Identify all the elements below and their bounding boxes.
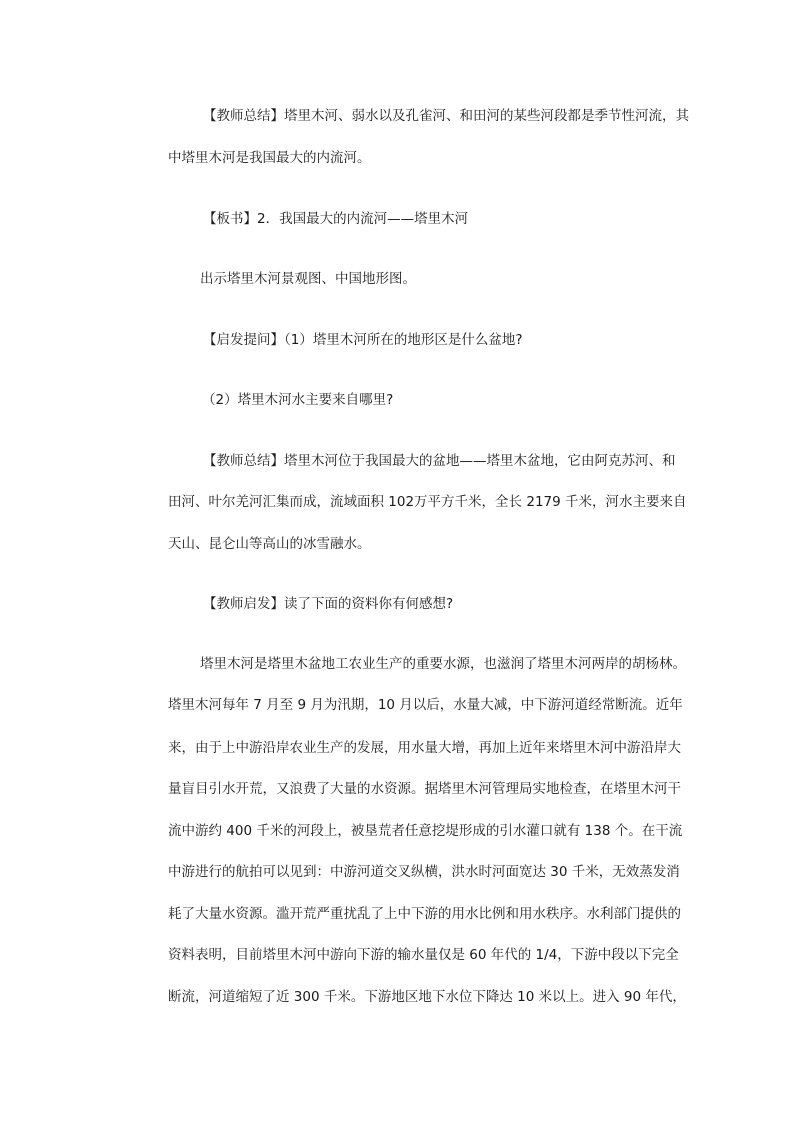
reading-material-line-8: 资料表明，目前塔里木河中游向下游的输水量仅是 60 年代的 1/4，下游中段以下完全 xyxy=(168,947,679,963)
paragraph-teacher-summary-line-2: 中塔里木河是我国最大的内流河。 xyxy=(168,150,371,166)
teacher-summary-2-line-3: 天山、昆仑山等高山的冰雪融水。 xyxy=(168,536,371,552)
reading-material-line-5: 流中游约 400 千米的河段上，被垦荒者任意挖堤形成的引水灌口就有 138 个。在干流 xyxy=(168,823,683,839)
inspiring-question-1: 【启发提问】（1）塔里木河所在的地形区是什么盆地? xyxy=(203,332,523,348)
teacher-prompt-heading: 【教师启发】读了下面的资料你有何感想? xyxy=(203,596,454,612)
reading-material-line-4: 量盲目引水开荒，又浪费了大量的水资源。据塔里木河管理局实地检查，在塔里木河干 xyxy=(168,781,681,797)
teacher-summary-2-line-2: 田河、叶尔羌河汇集而成，流域面积 102万平方千米，全长 2179 千米，河水主要来自 xyxy=(168,494,687,510)
reading-material-line-7: 耗了大量水资源。滥开荒严重扰乱了上中下游的用水比例和用水秩序。水利部门提供的 xyxy=(168,906,681,922)
teacher-summary-2-line-1: 【教师总结】塔里木河位于我国最大的盆地——塔里木盆地，它由阿克苏河、和 xyxy=(203,453,676,469)
reading-material-line-3: 来，由于上中游沿岸农业生产的发展，用水量大增，再加上近年来塔里木河中游沿岸大 xyxy=(168,740,681,756)
inspiring-question-2: （2）塔里木河水主要来自哪里? xyxy=(202,392,394,408)
reading-material-line-2: 塔里木河每年 7 月至 9 月为汛期，10 月以后，水量大减，中下游河道经常断流。近年 xyxy=(168,697,683,713)
board-writing-heading: 【板书】2．我国最大的内流河——塔里木河 xyxy=(203,211,469,227)
show-maps-instruction: 出示塔里木河景观图、中国地形图。 xyxy=(200,271,416,287)
reading-material-line-9: 断流，河道缩短了近 300 千米。下游地区地下水位下降达 10 米以上。进入 90 年代， xyxy=(168,989,686,1005)
paragraph-teacher-summary-line-1: 【教师总结】塔里木河、弱水以及孔雀河、和田河的某些河段都是季节性河流，其 xyxy=(203,108,689,124)
reading-material-line-6: 中游进行的航拍可以见到：中游河道交叉纵横，洪水时河面宽达 30 千米，无效蒸发消 xyxy=(168,864,680,880)
reading-material-line-1: 塔里木河是塔里木盆地工农业生产的重要水源，也滋润了塔里木河两岸的胡杨林。 xyxy=(200,656,686,672)
